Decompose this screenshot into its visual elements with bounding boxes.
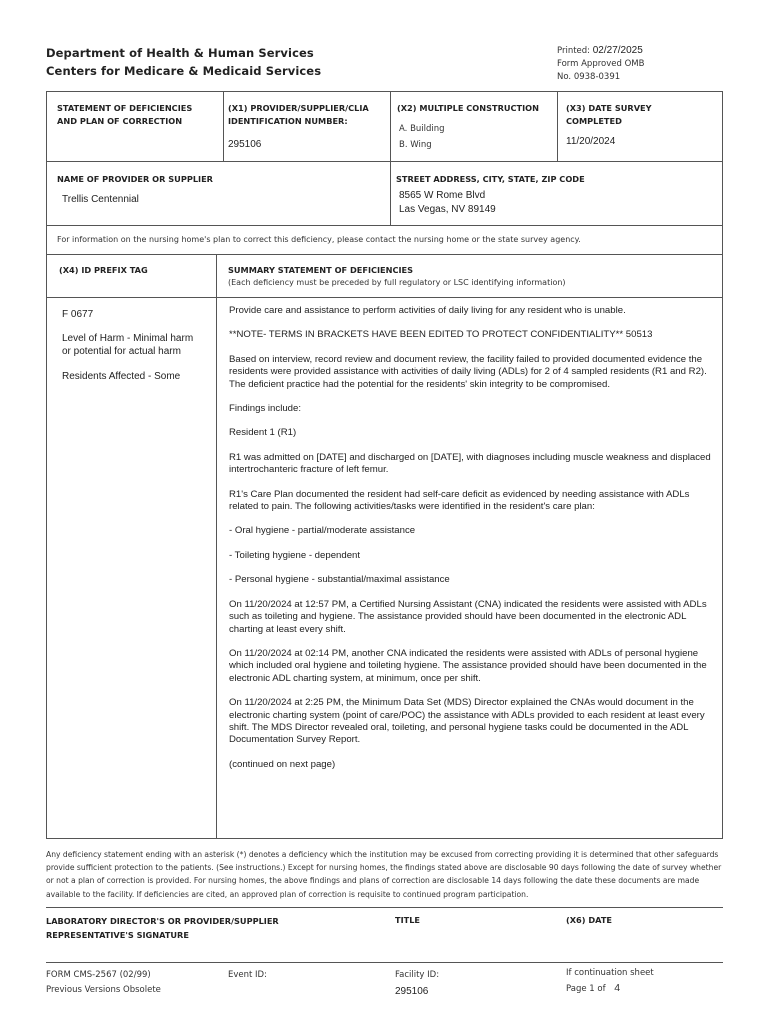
form-approved: Form Approved OMB [557,59,645,69]
previous-versions: Previous Versions Obsolete [46,985,161,995]
narrative-paragraph: Findings include: [229,403,301,415]
x3-label: (X3) DATE SURVEY COMPLETED [566,103,652,126]
tag-column-divider [216,254,217,838]
narrative-paragraph: - Toileting hygiene - dependent [229,549,361,561]
narrative-paragraph: (continued on next page) [229,758,336,770]
statement-label: STATEMENT OF DEFICIENCIES AND PLAN OF CORRECTION [57,103,193,126]
form-bottom-border [46,838,723,839]
row-divider-4 [46,297,723,298]
row-divider-3 [46,254,723,255]
disclaimer-text: Any deficiency statement ending with an asterisk (*) denotes a deficiency which the institution may be excused from correcting providing it is determined that other safeguards provide sufficient protection to the patients. (See instructions.) Except for nursing homes, the findings stated above are disclosable 90 days following the date of survey whether or not a plan of correction is provided. For nursing homes, the above findings and plans of correction are disclosable 14 days following the date these documents are made available to the facility. If deficiencies are cited, an approved plan of correction is requisite to continued program participation. [46,850,722,899]
address-line-2: Las Vegas, NV 89149 [399,204,496,215]
narrative-paragraph: Resident 1 (R1) [229,427,297,439]
page-total: 4 [614,982,621,994]
date-label: (X6) DATE [566,915,613,925]
centers-title: Centers for Medicare & Medicaid Services [46,64,322,78]
printed-date: 02/27/2025 [592,45,643,56]
footer-top-border [46,962,723,963]
printed-label: Printed: [557,46,591,56]
narrative-paragraph: R1's Care Plan documented the resident had self-care deficit as evidenced by needing assistance with ADLs related to pain. The following activities/tasks were identified in the resident's care plan: [229,488,690,513]
narrative-paragraph: - Personal hygiene - substantial/maximal assistance [229,574,450,586]
divider-x2 [390,91,391,225]
provider-id-value: 295106 [228,139,262,150]
wing-label: B. Wing [399,140,432,150]
facility-id-label: Facility ID: [395,970,440,980]
title-label: TITLE [395,915,421,925]
narrative-paragraph: On 11/20/2024 at 12:57 PM, a Certified Nursing Assistant (CNA) indicated the residents were assisted with ADLs such as toileting and hygiene. The assistance provided should have been documented in the electronic ADL charting at least every shift. [229,598,707,635]
residents-affected: Residents Affected - Some [62,371,181,382]
narrative-paragraph: **NOTE- TERMS IN BRACKETS HAVE BEEN EDITED TO PROTECT CONFIDENTIALITY** 50513 [229,329,653,341]
survey-date-value: 11/20/2024 [566,136,616,147]
divider-x1 [223,91,224,161]
x2-label: (X2) MULTIPLE CONSTRUCTION [397,103,539,113]
summary-label: SUMMARY STATEMENT OF DEFICIENCIES [228,265,414,275]
page-indicator [566,982,620,994]
row-divider-1 [46,161,723,162]
page-of: Page 1 of [566,984,606,994]
form-number: FORM CMS-2567 (02/99) [46,970,151,980]
deficiency-narrative [229,305,721,783]
form-top-border [46,91,723,92]
summary-subtitle: (Each deficiency must be preceded by full regulatory or LSC identifying information) [228,278,566,287]
form-right-border [722,91,723,838]
building-label: A. Building [399,124,445,134]
address-line-1: 8565 W Rome Blvd [399,190,486,201]
x1-label: (X1) PROVIDER/SUPPLIER/CLIA IDENTIFICATION NUMBER: [228,103,369,126]
printed-line [557,45,643,56]
tag-code: F 0677 [62,309,94,320]
continuation-label: If continuation sheet [566,968,654,978]
narrative-paragraph: - Oral hygiene - partial/moderate assistance [229,525,416,537]
row-divider-2 [46,225,723,226]
narrative-paragraph: On 11/20/2024 at 2:25 PM, the Minimum Data Set (MDS) Director explained the CNAs would document in the electronic charting system (point of care/POC) the assistance with ADLs provided to each resident at least every shift. The MDS Director revealed oral, toileting, and personal hygiene tasks could be documented in the ADL Documentation Survey Report. [229,697,705,746]
divider-x3 [557,91,558,161]
harm-level: Level of Harm - Minimal harm or potential for actual harm [62,333,194,357]
omb-number: No. 0938-0391 [557,72,621,82]
signature-label: LABORATORY DIRECTOR'S OR PROVIDER/SUPPLIER REPRESENTATIVE'S SIGNATURE [46,916,279,940]
signature-top-border [46,907,723,908]
form-left-border [46,91,47,838]
provider-name: Trellis Centennial [62,194,139,205]
department-title: Department of Health & Human Services [46,46,314,60]
address-label: STREET ADDRESS, CITY, STATE, ZIP CODE [396,174,585,184]
x4-label: (X4) ID PREFIX TAG [59,265,148,275]
narrative-paragraph: R1 was admitted on [DATE] and discharged on [DATE], with diagnoses including muscle weakness and displaced intertrochanteric fracture of left femur. [229,451,711,476]
facility-id-value: 295106 [395,986,429,997]
provider-name-label: NAME OF PROVIDER OR SUPPLIER [57,174,213,184]
narrative-paragraph: Based on interview, record review and document review, the facility failed to provided documented evidence the residents were provided assistance with activities of daily living (ADLs) for 2 of 4 sampled residents (R1 and R2). The deficient practice had the potential for the residents' skin integrity to be compromised. [229,353,707,390]
info-note: For information on the nursing home's plan to correct this deficiency, please contact the nursing home or the state survey agency. [57,235,581,244]
narrative-paragraph: On 11/20/2024 at 02:14 PM, another CNA indicated the residents were assisted with ADLs of personal hygiene which included oral hygiene and toileting hygiene. The assistance provided should have been documented in the electronic ADL charting system, at minimum, once per shift. [229,647,707,684]
event-id-label: Event ID: [228,970,267,980]
narrative-paragraph: Provide care and assistance to perform activities of daily living for any resident who is unable. [229,305,626,316]
